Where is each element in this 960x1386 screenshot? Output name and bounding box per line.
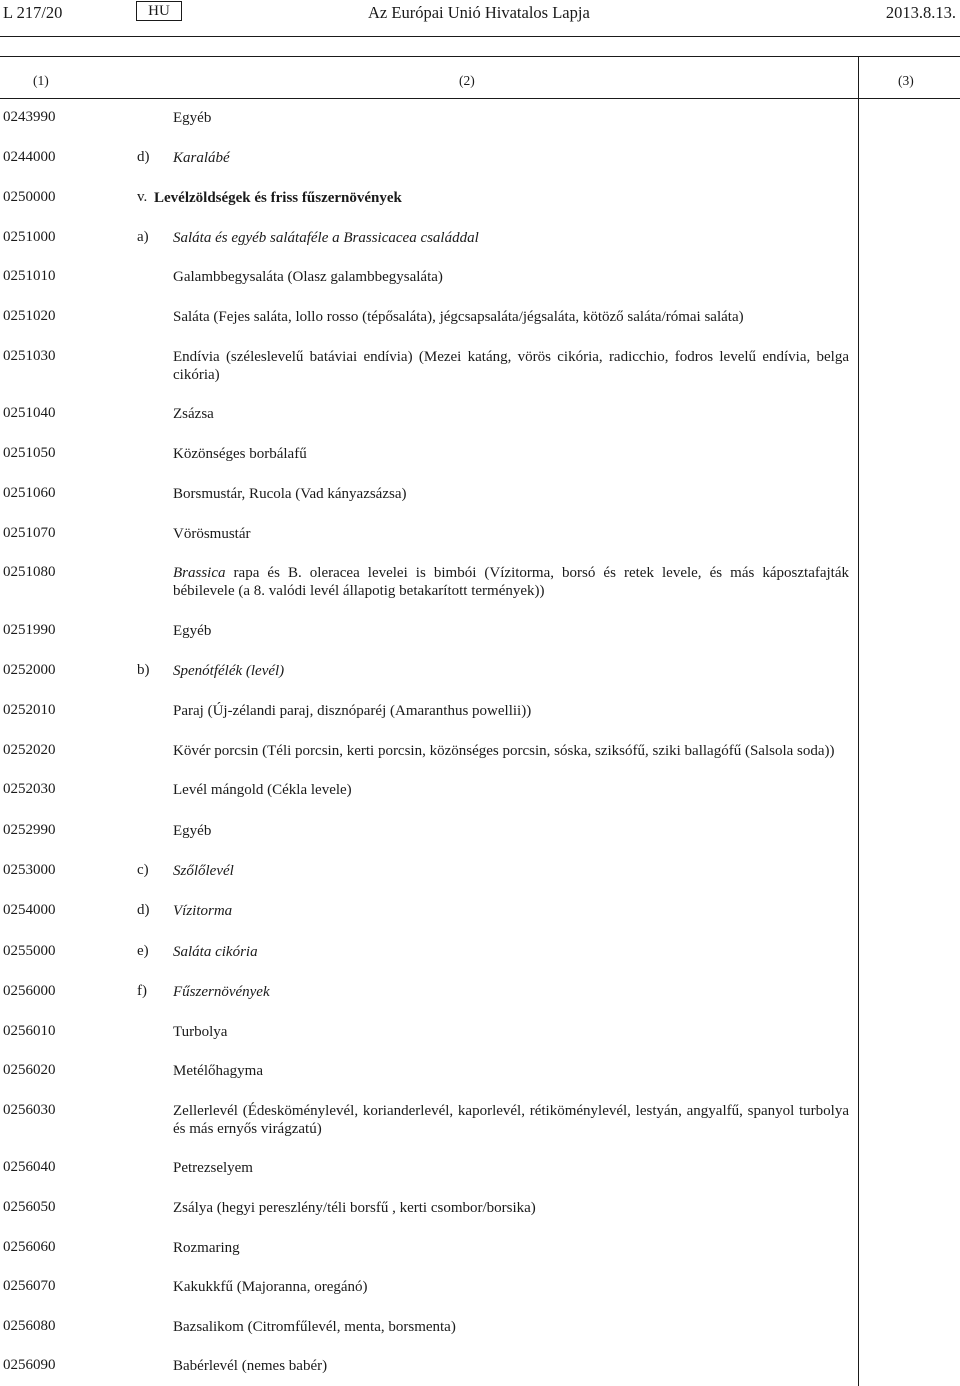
- row-code: 0256080: [3, 1318, 56, 1334]
- column-header-2: (2): [459, 73, 475, 88]
- header-rule: [0, 36, 960, 37]
- row-description: Egyéb: [173, 623, 212, 639]
- page-header: [0, 0, 960, 26]
- row-marker: a): [137, 229, 149, 245]
- language-badge: HU: [136, 1, 182, 21]
- row-code: 0251000: [3, 229, 56, 245]
- row-code: 0243990: [3, 109, 56, 125]
- row-description: Turbolya: [173, 1024, 228, 1040]
- column-divider: [858, 56, 859, 1386]
- row-description: Egyéb: [173, 823, 212, 839]
- row-code: 0251020: [3, 308, 56, 324]
- row-code: 0256030: [3, 1102, 56, 1118]
- row-description: Szőlőlevél: [173, 863, 234, 879]
- row-description: Borsmustár, Rucola (Vad kányazsázsa): [173, 486, 407, 502]
- row-description-italic: Brassica: [173, 565, 226, 581]
- row-description: [173, 564, 849, 600]
- row-description: Babérlevél (nemes babér): [173, 1358, 328, 1374]
- row-code: 0256000: [3, 983, 56, 999]
- row-description: Levélzöldségek és friss fűszernövények: [154, 190, 402, 206]
- row-marker: e): [137, 943, 149, 959]
- row-code: 0256020: [3, 1062, 56, 1078]
- row-description: Metélőhagyma: [173, 1063, 263, 1079]
- row-description: Endívia (széleslevelű batáviai endívia) (Mezei katáng, vörös cikória, radicchio, fodros levelű endívia, belga cikória): [173, 349, 849, 383]
- row-description: Saláta és egyéb salátaféle a Brassicacea családdal: [173, 230, 479, 246]
- row-code: 0251030: [3, 348, 56, 364]
- row-code: 0256090: [3, 1357, 56, 1373]
- row-description: Vízitorma: [173, 903, 233, 919]
- row-marker: c): [137, 862, 149, 878]
- row-code: 0254000: [3, 902, 56, 918]
- table-top-rule: [0, 56, 960, 57]
- row-description: Egyéb: [173, 110, 212, 126]
- row-code: 0251050: [3, 445, 56, 461]
- row-description: Paraj (Új-zélandi paraj, disznóparéj (Amaranthus powellii)): [173, 703, 532, 719]
- row-code: 0244000: [3, 149, 56, 165]
- row-description: Galambbegysaláta (Olasz galambbegysaláta): [173, 269, 443, 285]
- row-marker: d): [137, 149, 150, 165]
- row-code: 0251010: [3, 268, 56, 284]
- row-code: 0256010: [3, 1023, 56, 1039]
- column-header-rule: [0, 98, 960, 99]
- journal-title: Az Európai Unió Hivatalos Lapja: [368, 3, 590, 22]
- row-code: 0251990: [3, 622, 56, 638]
- page-reference: L 217/20: [3, 3, 63, 22]
- row-code: 0251060: [3, 485, 56, 501]
- row-code: 0252990: [3, 822, 56, 838]
- row-description: Zsázsa: [173, 406, 214, 422]
- row-code: 0256060: [3, 1239, 56, 1255]
- row-code: 0252030: [3, 781, 56, 797]
- row-description: Saláta (Fejes saláta, lollo rosso (tépősaláta), jégcsapsaláta/jégsaláta, kötöző saláta/római saláta): [173, 309, 744, 325]
- row-description: Kakukkfű (Majoranna, oregánó): [173, 1279, 368, 1295]
- column-header-1: (1): [33, 73, 49, 88]
- row-description: Rozmaring: [173, 1240, 240, 1256]
- row-description: Vörösmustár: [173, 526, 251, 542]
- row-description: Saláta cikória: [173, 944, 258, 960]
- row-description: Zellerlevél (Édesköménylevél, korianderlevél, kaporlevél, rétiköménylevél, lestyán, angyalfű, spanyol turbolya és más ernyős virágzatú): [173, 1103, 849, 1137]
- row-description: Fűszernövények: [173, 984, 270, 1000]
- row-description: Közönséges borbálafű: [173, 446, 307, 462]
- row-marker: v.: [137, 189, 148, 205]
- row-code: 0252010: [3, 702, 56, 718]
- row-code: 0252000: [3, 662, 56, 678]
- row-description: Petrezselyem: [173, 1160, 253, 1176]
- row-description: Zsálya (hegyi pereszlény/téli borsfű , kerti csombor/borsika): [173, 1200, 536, 1216]
- row-code: 0252020: [3, 742, 56, 758]
- row-code: 0256040: [3, 1159, 56, 1175]
- publication-date: 2013.8.13.: [885, 3, 956, 22]
- row-code: 0253000: [3, 862, 56, 878]
- row-description: Levél mángold (Cékla levele): [173, 782, 352, 798]
- row-description: Karalábé: [173, 150, 230, 166]
- row-description-text: rapa és B. oleracea levelei is bimbói (Vízitorma, borsó és retek levele, és más káposztafajták bébilevele (a 8. valódi levél állapotig betakarított termények)): [173, 565, 849, 599]
- row-description: Spenótfélék (levél): [173, 663, 285, 679]
- column-header-3: (3): [898, 73, 914, 88]
- row-marker: f): [137, 983, 147, 999]
- row-marker: b): [137, 662, 150, 678]
- row-code: 0250000: [3, 189, 56, 205]
- row-description: Kövér porcsin (Téli porcsin, kerti porcsin, közönséges porcsin, sóska, sziksófű, sziki ballagófű (Salsola soda)): [173, 743, 835, 759]
- row-code: 0251040: [3, 405, 56, 421]
- row-code: 0256050: [3, 1199, 56, 1215]
- row-code: 0255000: [3, 943, 56, 959]
- row-description: Bazsalikom (Citromfűlevél, menta, borsmenta): [173, 1319, 456, 1335]
- row-code: 0251070: [3, 525, 56, 541]
- row-marker: d): [137, 902, 150, 918]
- row-code: 0256070: [3, 1278, 56, 1294]
- row-code: 0251080: [3, 564, 56, 580]
